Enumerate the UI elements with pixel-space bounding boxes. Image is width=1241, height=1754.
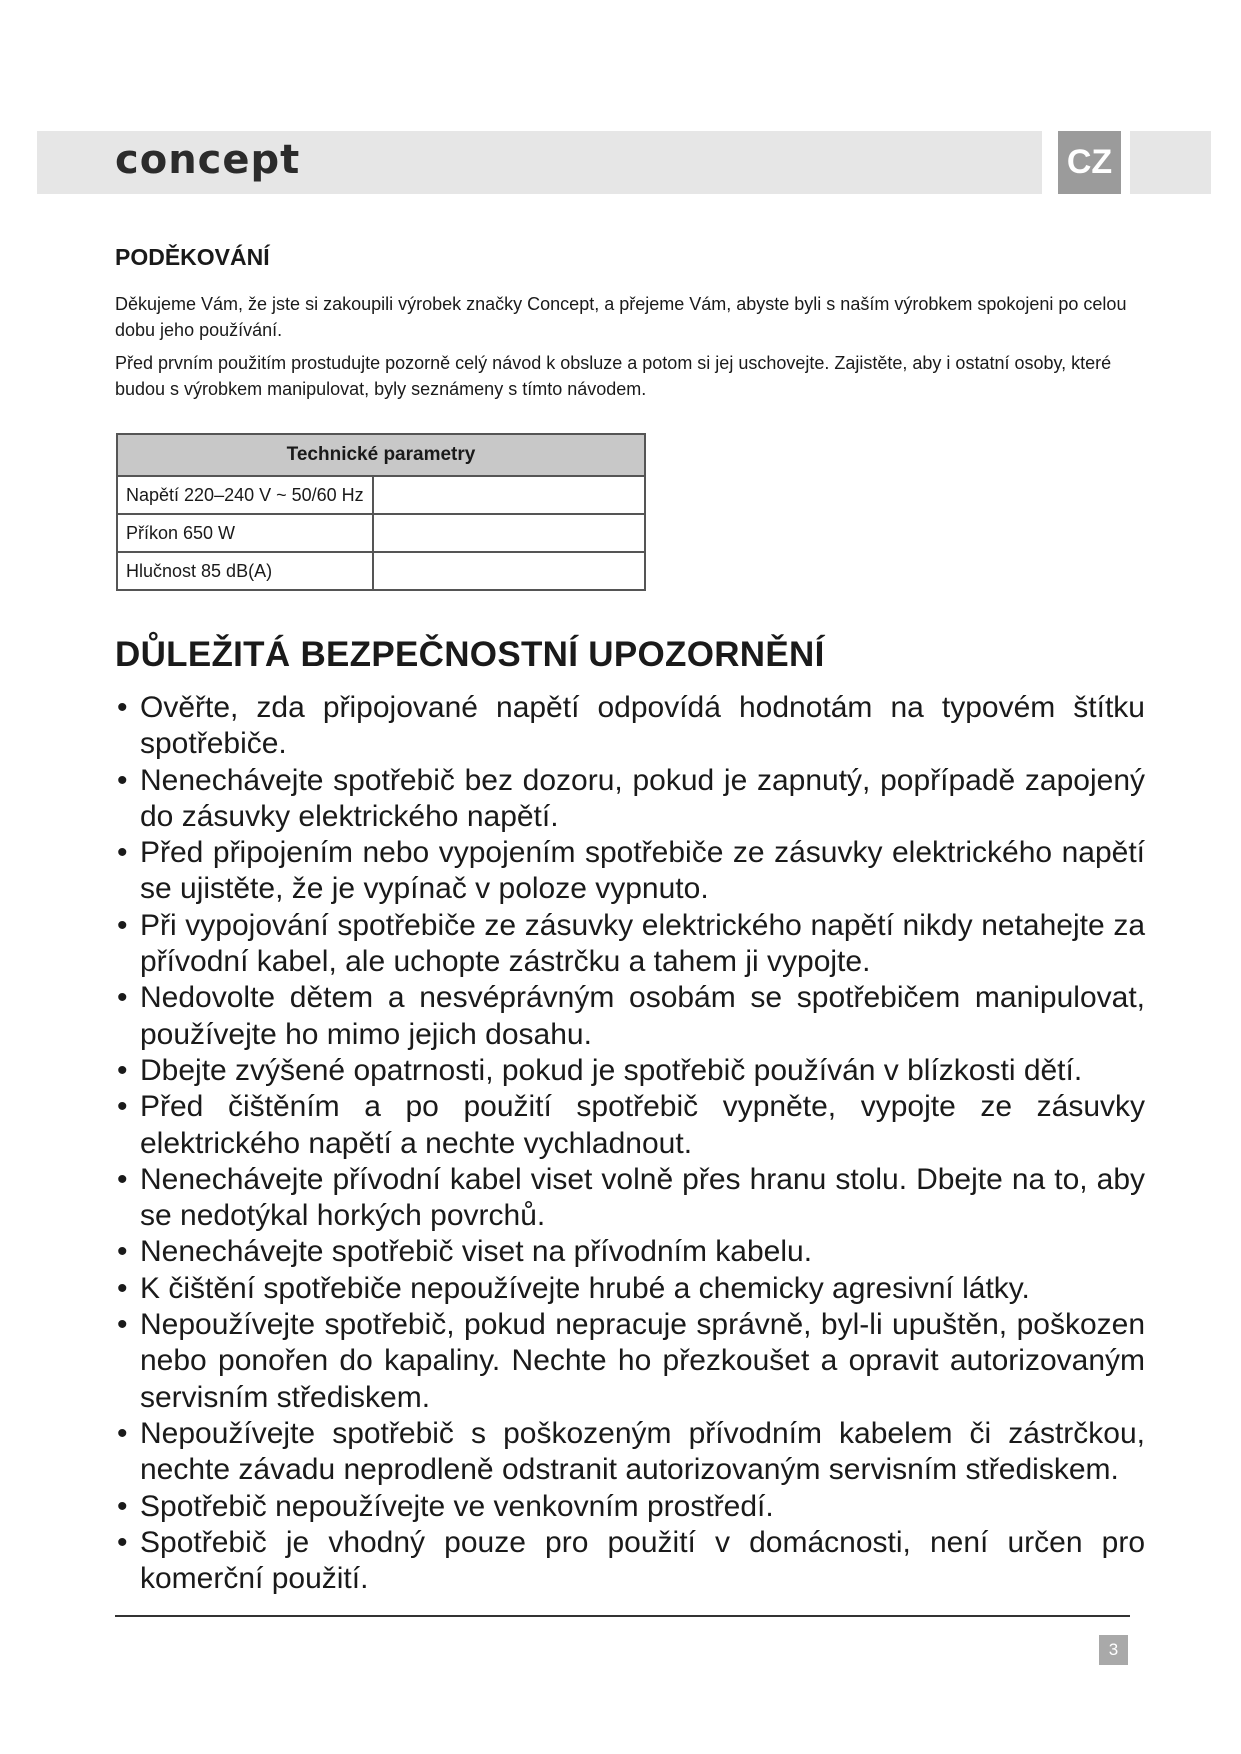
empty-cell — [373, 476, 645, 514]
thanks-paragraph: Děkujeme Vám, že jste si zakoupili výrobek značky Concept, a přejeme Vám, abyste byli s naším výrobkem spokojeni po celou dobu jeho používání. — [115, 294, 1127, 340]
list-item: • Nenechávejte spotřebič bez dozoru, pokud je zapnutý, popřípadě zapojený do zásuvky elektrického napětí. — [115, 763, 1145, 836]
table-row — [117, 514, 645, 552]
thanks-title: PODĚKOVÁNÍ — [115, 244, 270, 270]
list-item: • Ověřte, zda připojované napětí odpovídá hodnotám na typovém štítku spotřebiče. — [115, 690, 1145, 763]
list-item: • Spotřebič nepoužívejte ve venkovním prostředí. — [115, 1489, 1145, 1525]
empty-cell — [373, 514, 645, 552]
list-item: • Dbejte zvýšené opatrnosti, pokud je spotřebič používán v blízkosti dětí. — [115, 1053, 1145, 1089]
list-item: • Nenechávejte přívodní kabel viset volně přes hranu stolu. Dbejte na to, aby se nedotýkal horkých povrchů. — [115, 1162, 1145, 1235]
page-number: 3 — [1099, 1635, 1128, 1665]
brand-logo: concept — [115, 137, 301, 183]
header-bar-end — [1130, 131, 1211, 194]
list-item: • Nedovolte dětem a nesvéprávným osobám se spotřebičem manipulovat, používejte ho mimo jejich dosahu. — [115, 980, 1145, 1053]
list-item: • Nenechávejte spotřebič viset na přívodním kabelu. — [115, 1234, 1145, 1270]
voltage-cell: Napětí 220–240 V ~ 50/60 Hz — [117, 476, 373, 514]
instructions-paragraph: Před prvním použitím prostudujte pozorně celý návod k obsluze a potom si jej uschovejte. Zajistěte, aby i ostatní osoby, které budou s výrobkem manipulovat, byly seznámeny s tímto návodem. — [115, 353, 1112, 399]
list-item: • K čištění spotřebiče nepoužívejte hrubé a chemicky agresivní látky. — [115, 1271, 1145, 1307]
table-row — [117, 476, 645, 514]
empty-cell — [373, 552, 645, 590]
list-item: • Nepoužívejte spotřebič s poškozeným přívodním kabelem či zástrčkou, nechte závadu neprodleně odstranit autorizovaným servisním střediskem. — [115, 1416, 1145, 1489]
list-item: • Před čištěním a po použití spotřebič vypněte, vypojte ze zásuvky elektrického napětí a nechte vychladnout. — [115, 1089, 1145, 1162]
tech-params-title: Technické parametry — [117, 434, 645, 476]
table-row — [117, 552, 645, 590]
list-item: • Při vypojování spotřebiče ze zásuvky elektrického napětí nikdy netahejte za přívodní kabel, ale uchopte zástrčku a tahem ji vypojte. — [115, 908, 1145, 981]
tech-params-table — [116, 433, 646, 591]
power-cell: Příkon 650 W — [117, 514, 373, 552]
noise-cell: Hlučnost 85 dB(A) — [117, 552, 373, 590]
list-item: • Spotřebič je vhodný pouze pro použití v domácnosti, není určen pro komerční použití. — [115, 1525, 1145, 1598]
safety-title: DŮLEŽITÁ BEZPEČNOSTNÍ UPOZORNĚNÍ — [115, 635, 825, 674]
list-item: • Nepoužívejte spotřebič, pokud nepracuje správně, byl-li upuštěn, poškozen nebo ponořen do kapaliny. Nechte ho přezkoušet a opravit autorizovaným servisním střediskem. — [115, 1307, 1145, 1416]
footer-divider — [115, 1615, 1130, 1617]
language-badge: CZ — [1058, 131, 1121, 194]
list-item: • Před připojením nebo vypojením spotřebiče ze zásuvky elektrického napětí se ujistěte, že je vypínač v poloze vypnuto. — [115, 835, 1145, 908]
safety-list — [115, 690, 1145, 1597]
